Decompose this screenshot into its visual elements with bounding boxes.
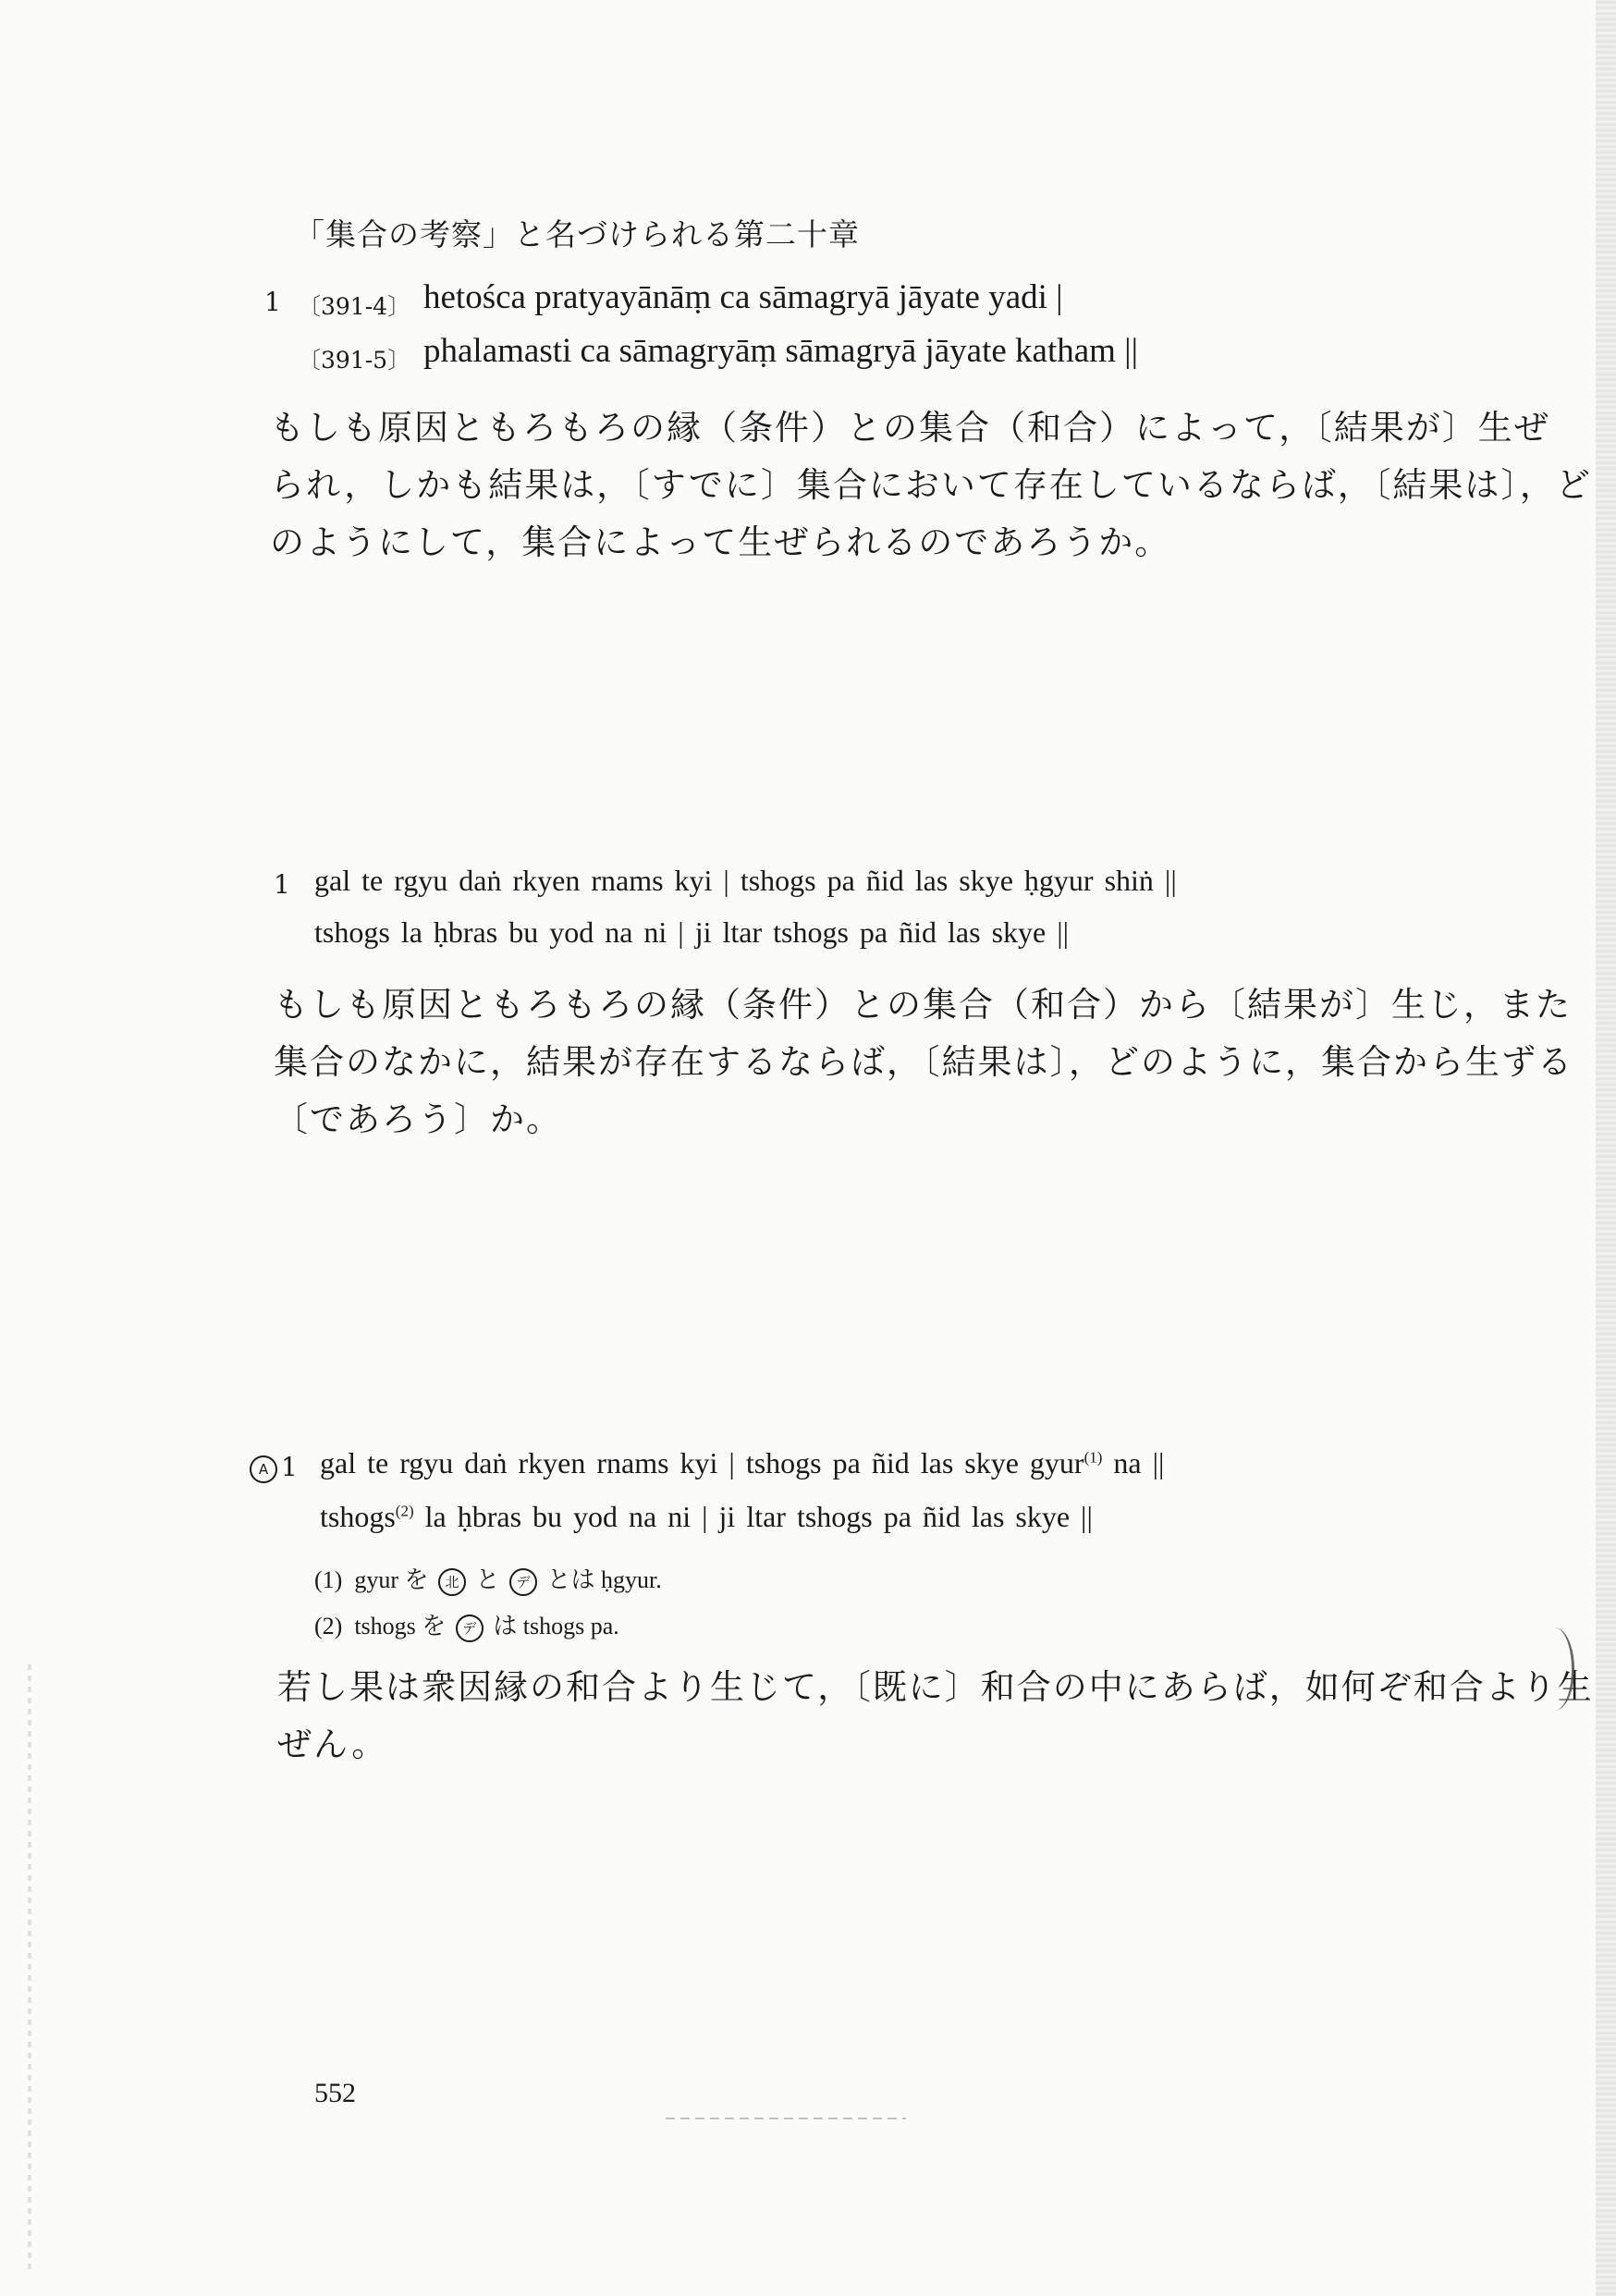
sanskrit-verse-number: 1 xyxy=(264,287,281,317)
tibetan-translation-line2: 集合のなかに，結果が存在するならば，〔結果は〕，どのように，集合から生ずる xyxy=(274,1042,1573,1082)
circled-a-marker: A xyxy=(250,1455,277,1483)
scan-edge-left xyxy=(28,1664,31,2275)
footnote-2-text-a: tshogs を xyxy=(354,1613,447,1639)
footnote-1 xyxy=(314,1561,662,1596)
tibetan-translation-line1: もしも原因ともろもろの縁（条件）との集合（和合）から〔結果が〕生じ，また xyxy=(274,985,1572,1025)
sanskrit-translation-line1: もしも原因ともろもろの縁（条件）との集合（和合）によって，〔結果が〕生ぜ xyxy=(270,408,1550,448)
footnote-2 xyxy=(314,1607,619,1642)
footnote-1-edition-mark-1: 北 xyxy=(438,1568,466,1596)
edition-line1-text: gal te rgyu daṅ rkyen rnams kyi | tshogs pa ñid las skye gyur xyxy=(320,1446,1084,1480)
edition-marker-block xyxy=(246,1452,298,1483)
edition-line1-tail: na || xyxy=(1102,1446,1165,1480)
edition-translation-line2: ぜん。 xyxy=(277,1725,388,1764)
footnote-ref-1: (1) xyxy=(1083,1448,1103,1467)
edition-line2-head: tshogs xyxy=(320,1500,396,1533)
tibetan-line1: gal te rgyu daṅ rkyen rnams kyi | tshogs pa ñid las skye ḥgyur shiṅ || xyxy=(314,864,1177,897)
footnote-2-number: (2) xyxy=(314,1613,343,1639)
footnote-2-edition-mark: デ xyxy=(456,1615,484,1642)
tibetan-line2: tshogs la ḥbras bu yod na ni | ji ltar tshogs pa ñid las skye || xyxy=(314,915,1070,949)
sanskrit-line1: hetośca pratyayānāṃ ca sāmagryā jāyate yadi | xyxy=(423,278,1063,316)
edition-line2 xyxy=(320,1500,1093,1534)
footnote-1-text-a: gyur を xyxy=(354,1566,429,1593)
scan-edge-right xyxy=(1596,0,1616,2296)
sanskrit-line2: phalamasti ca sāmagryāṃ sāmagryā jāyate katham || xyxy=(423,332,1138,370)
footnote-2-text-b: は tshogs pa. xyxy=(493,1613,619,1639)
footnote-1-text-b: とは ḥgyur. xyxy=(546,1566,662,1593)
edition-line1 xyxy=(320,1446,1164,1480)
footnote-1-number: (1) xyxy=(314,1566,343,1593)
chapter-title: 「集合の考察」と名づけられる第二十章 xyxy=(294,216,860,252)
edition-verse-number: 1 xyxy=(281,1452,298,1482)
scan-dash-mark xyxy=(666,2118,906,2119)
footnote-1-edition-mark-2: デ xyxy=(509,1568,537,1596)
edition-line2-text: la ḥbras bu yod na ni | ji ltar tshogs pa ñid las skye || xyxy=(413,1500,1093,1533)
page-number: 552 xyxy=(314,2078,356,2108)
footnote-1-text-mid: と xyxy=(475,1566,500,1593)
edition-translation-line1: 若し果は衆因縁の和合より生じて，〔既に〕和合の中にあらば，如何ぞ和合より生 xyxy=(277,1667,1594,1707)
margin-bracket-mark xyxy=(1535,1627,1574,1711)
sanskrit-translation-line3: のようにして，集合によって生ぜられるのであろうか。 xyxy=(270,522,1171,562)
sanskrit-translation-line2: られ，しかも結果は，〔すでに〕集合において存在しているならば，〔結果は〕，ど xyxy=(270,465,1592,505)
sanskrit-line1-ref: 〔391-4〕 xyxy=(298,293,411,320)
tibetan-translation-line3: 〔であろう〕か。 xyxy=(274,1099,562,1139)
sanskrit-line2-ref: 〔391-5〕 xyxy=(298,347,411,374)
footnote-ref-2: (2) xyxy=(395,1502,414,1520)
tibetan-verse-number: 1 xyxy=(274,869,290,900)
